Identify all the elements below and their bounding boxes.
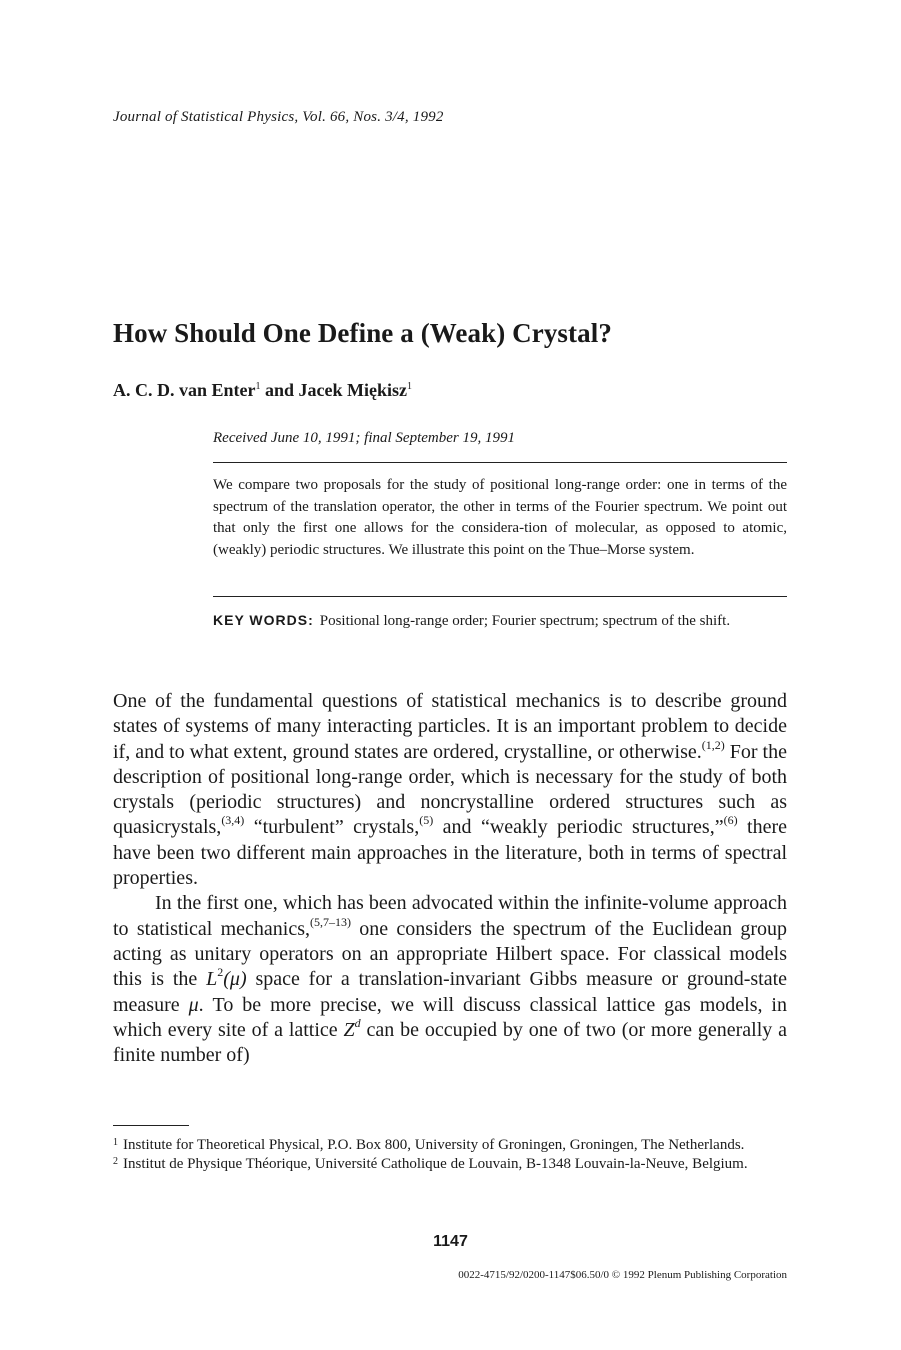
body-text (113, 689, 787, 1068)
text-run: One of the fundamental questions of statistical mechanics is to describe ground states of systems of many interacting particles. It is an important problem to decide if, and to what extent, ground states are ordered, crystalline, or otherwise. (113, 690, 787, 763)
text-run: and “weakly periodic structures,” (433, 816, 724, 839)
journal-header: Journal of Statistical Physics, Vol. 66, Nos. 3/4, 1992 (113, 109, 444, 125)
footnote-rule (113, 1125, 189, 1126)
text-run: there have been two different main approaches in the literature, both in terms of spectral properties. (113, 816, 787, 890)
footnote-mark: 2 (113, 1156, 118, 1167)
keywords (213, 610, 787, 633)
footnote-text: Institute for Theoretical Physical, P.O. Box 800, University of Groningen, Groningen, The Netherlands. (123, 1137, 745, 1153)
footnote (113, 1155, 787, 1174)
math-exponent: 2 (217, 965, 224, 980)
math-symbol: L (206, 968, 218, 991)
keywords-text: Positional long-range order; Fourier spectrum; spectrum of the shift. (319, 613, 731, 629)
footnote-mark: 1 (113, 1137, 118, 1148)
author-name: A. C. D. van Enter (113, 380, 256, 400)
text-run: . To be more precise, we will discuss classical lattice gas models, in which every site of a lattice (113, 993, 787, 1041)
author-affiliation-mark: 1 (255, 381, 261, 392)
text-run: “turbulent” crystals, (244, 816, 420, 839)
text-run: In the first one, which has been advocated within the infinite-volume approach to statistical mechanics, (113, 892, 787, 940)
citation: (5,7–13) (310, 914, 352, 929)
citation: (6) (723, 813, 738, 828)
paper-title: How Should One Define a (Weak) Crystal? (113, 318, 612, 348)
page-number: 1147 (433, 1233, 468, 1250)
author-affiliation-mark: 1 (407, 381, 413, 392)
citation: (3,4) (221, 813, 245, 828)
text-run: For the description of positional long-range order, which is necessary for the study of both crystals (periodic structures) and noncrystalline ordered structures such as quasicrystals, (113, 740, 787, 839)
footnotes (113, 1136, 787, 1174)
footnote-text: Institut de Physique Théorique, Université Catholique de Louvain, B-1348 Louvain-la-Neuve, Belgium. (123, 1156, 748, 1172)
footnote (113, 1136, 787, 1155)
abstract: We compare two proposals for the study of positional long-range order: one in terms of the spectrum of the translation operator, the other in terms of the Fourier spectrum. We point out that only the first one allows for the considera-tion of molecular, as opposed to atomic, (weakly) periodic structures. We illustrate this point on the Thue–Morse system. (213, 477, 787, 558)
math-symbol: Z (343, 1018, 355, 1041)
math-symbol: μ (188, 993, 199, 1016)
citation: (5) (419, 813, 434, 828)
text-run: can be occupied by one of two (or more generally a finite number of) (113, 1018, 787, 1067)
copyright-line: 0022-4715/92/0200-1147$06.50/0 © 1992 Plenum Publishing Corporation (458, 1269, 787, 1281)
math-exponent: d (354, 1015, 361, 1030)
abstract-bottom-rule (213, 596, 787, 597)
abstract-top-rule (213, 462, 787, 463)
keywords-label: KEY WORDS: (213, 612, 314, 628)
text-run: space for a translation-invariant Gibbs measure or ground-state measure (113, 968, 788, 1016)
author-name: Jacek Miękisz (298, 380, 408, 400)
author-connector: and (265, 380, 295, 400)
math-symbol: (μ) (223, 968, 247, 991)
paragraph-2 (113, 891, 787, 1068)
text-run: one considers the spectrum of the Euclidean group acting as unitary operators on an appropriate Hilbert space. For classical models this is the (113, 917, 788, 991)
author-line (113, 380, 412, 401)
paragraph-1 (113, 689, 787, 891)
received-dates: Received June 10, 1991; final September 19, 1991 (213, 430, 515, 446)
citation: (1,2) (701, 737, 725, 752)
